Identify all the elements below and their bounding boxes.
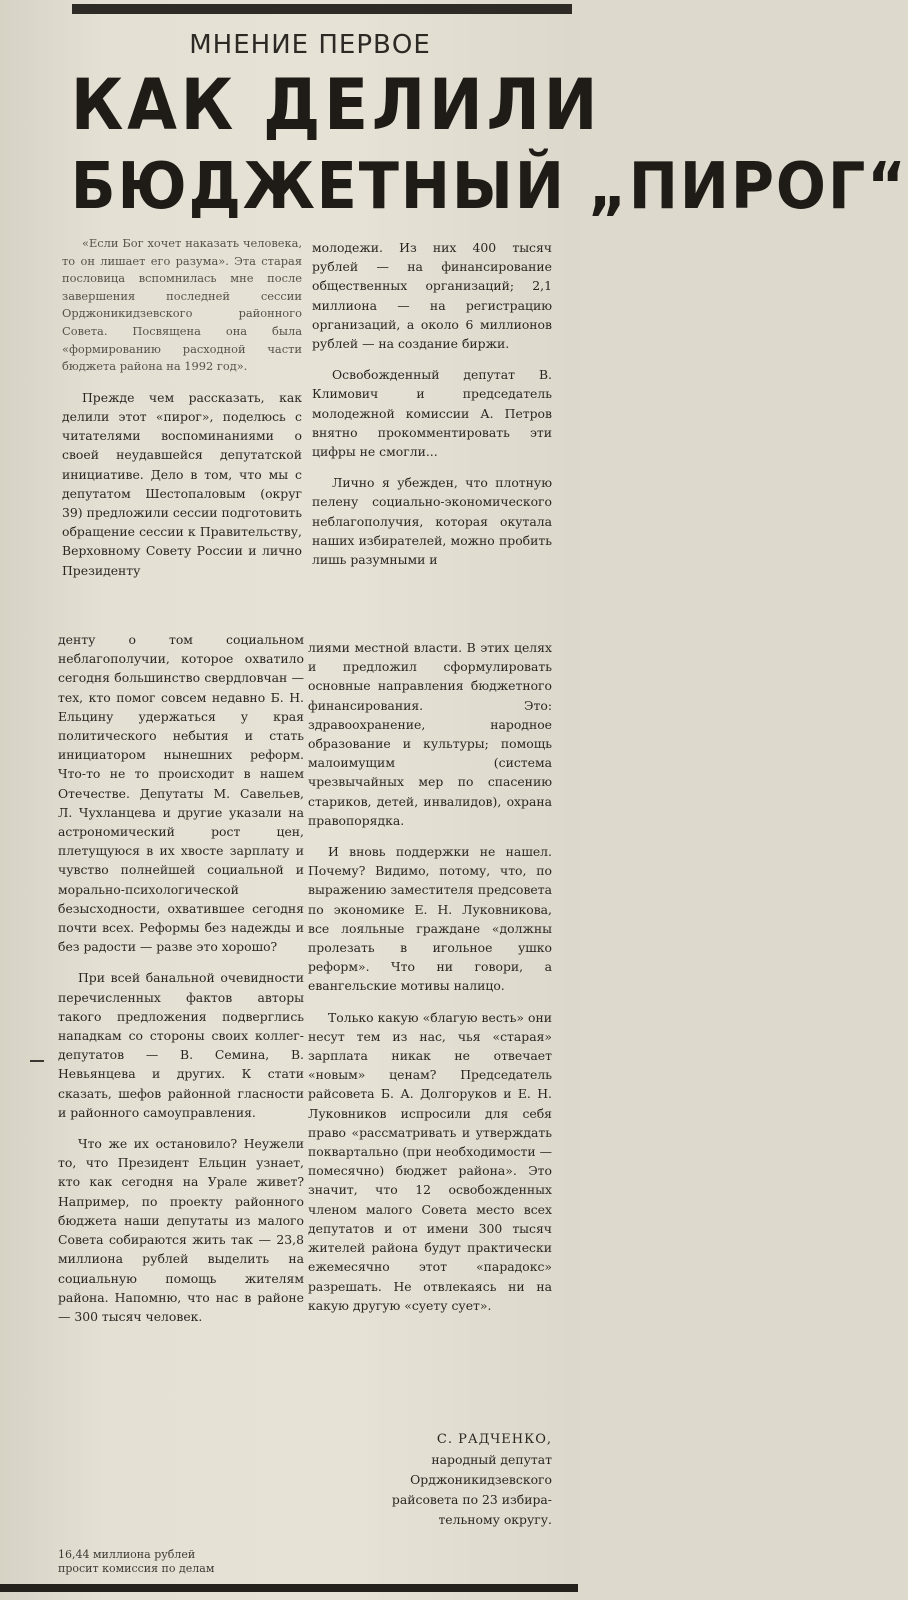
article-paragraph: лиями местной власти. В этих целях и предложил сформулировать основные направления бюджетного финансирования. Это: здравоохранение, народное образование и культуры; помощь малоимущим (система чрезвычайных мер по спасению стариков, детей, инвалидов), охрана правопорядка. (308, 640, 552, 828)
bottom-rule (0, 1584, 578, 1592)
footer-line-2: просит комиссия по делам (58, 1562, 215, 1575)
author-constituency: тельному округу. (438, 1512, 552, 1527)
column-a (62, 235, 302, 592)
article-paragraph: Лично я убежден, что плотную пелену социально-экономического неблагополучия, которая окутала наших избирателей, можно пробить лишь разумными и (312, 475, 552, 568)
article-paragraph: денту о том социальном неблагополучии, которое охватило сегодня большинство свердловчан — тех, кто помог совсем недавно Б. Н. Ельцину удержаться у края политического небытия и стать инициатором нынешних реформ. Что-то не то происходит в нашем Отечестве. Депутаты М. Савельев, Л. Чухланцева и другие указали на астрономический рост цен, плетущуюся в их хвосте зарплату и чувство полнейшей социальной и морально-психологической безысходности, охватившее сегодня почти всех. Реформы без надежды и без радости — разве это хорошо? (58, 632, 304, 955)
article-paragraph: Что же их остановило? Неужели то, что Президент Ельцин узнает, кто как сегодня на Урале живет? Например, по проекту районного бюджета наши депутаты из малого Совета собираются жить так — 23,8 миллиона рублей выделить на социальную помощь жителям района. Напомню, что нас в районе — 300 тысяч человек. (58, 1136, 304, 1324)
headline-line-2: БЮДЖЕТНЫЙ „ПИРОГ“ (70, 150, 908, 224)
headline-line-1: КАК ДЕЛИЛИ (70, 64, 602, 146)
column-d (308, 638, 552, 1327)
column-b (312, 238, 552, 581)
article-paragraph: Освобожденный депутат В. Климович и председатель молодежной комиссии А. Петров внятно прокомментировать эти цифры не смогли... (312, 367, 552, 460)
author-district: Орджоникидзевского (410, 1472, 552, 1487)
article-paragraph: При всей банальной очевидности перечисленных фактов авторы такого предложения подверглись нападкам со стороны своих коллег-депутатов — В. Семина, В. Невьянцева и других. К стати сказать, шефов районной гласности и районного самоуправления. (58, 970, 304, 1120)
margin-dash (30, 1060, 44, 1062)
author-name: С. РАДЧЕНКО, (436, 1432, 552, 1447)
author-council: райсовета по 23 избира- (391, 1492, 552, 1507)
lead-paragraph: «Если Бог хочет наказать человека, то он лишает его разума». Эта старая пословица вспомнилась мне после завершения последней сессии Орджоникидзевского районного Совета. Посвящена она была «формированию расходной части бюджета района на 1992 год». (62, 236, 302, 374)
author-title: народный депутат (431, 1452, 552, 1467)
top-rule (72, 4, 572, 14)
article-paragraph: Прежде чем рассказать, как делили этот «пирог», поделюсь с читателями воспоминаниями о своей неудавшейся депутатской инициативе. Дело в том, что мы с депутатом Шестопаловым (округ 39) предложили сессии подготовить обращение сессии к Правительству, Верховному Совету России и лично Президенту (62, 389, 302, 578)
article-paragraph: И вновь поддержки не нашел. Почему? Видимо, потому, что, по выражению заместителя предсовета по экономике Е. Н. Луковникова, все лояльные граждане «должны пролезать в игольное ушко реформ». Что ни говори, а евангельские мотивы налицо. (308, 844, 552, 994)
article-paragraph: Только какую «благую весть» они несут тем из нас, чья «старая» зарплата никак не отвечает «новым» ценам? Председатель райсовета Б. А. Долгоруков и Е. Н. Луковников испросили для себя право «рассматривать и утверждать поквартально (при необходимости — помесячно) бюджет района». Это значит, что 12 освобожденных членом малого Совета место всех депутатов и от имени 300 тысяч жителей района будут практически ежемесячно этот «парадокс» разрешать. Не отвлекаясь ни на какую другую «суету сует». (308, 1009, 552, 1313)
article-paragraph: молодежи. Из них 400 тысяч рублей — на финансирование общественных организаций; 2,1 миллиона — на регистрацию организаций, а около 6 миллионов рублей — на создание биржи. (312, 240, 552, 352)
rubric-label: МНЕНИЕ ПЕРВОЕ (189, 30, 431, 60)
author-signature (310, 1430, 552, 1530)
cut-off-footer (58, 1548, 548, 1576)
footer-line-1: 16,44 миллиона рублей (58, 1548, 196, 1561)
column-c (58, 630, 304, 1338)
